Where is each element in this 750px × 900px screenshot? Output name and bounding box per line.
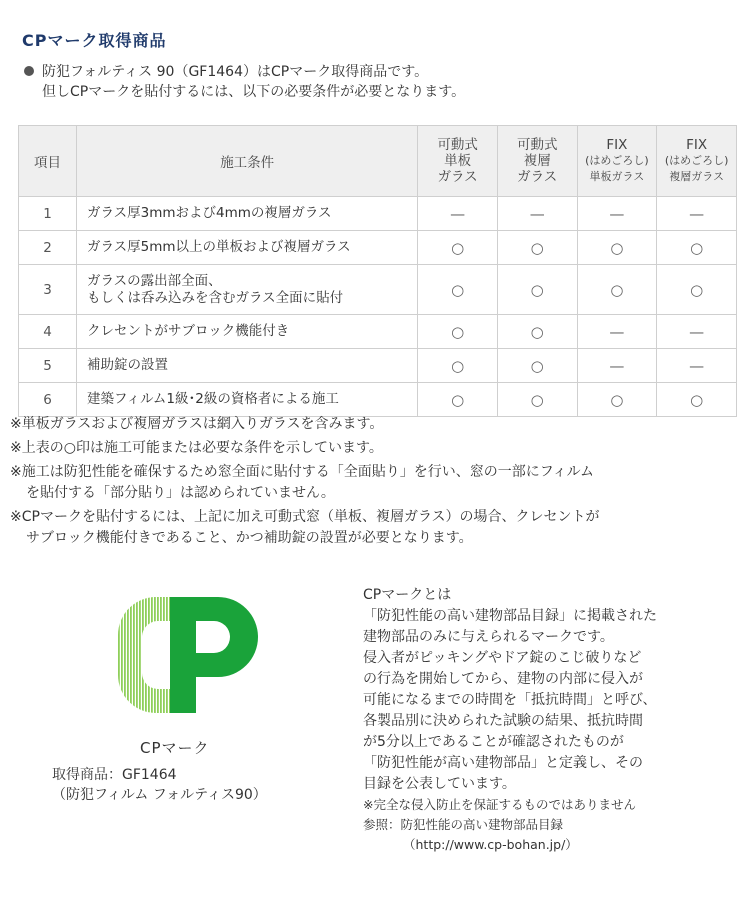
row-mark: ○: [577, 265, 657, 315]
row-mark: ○: [497, 231, 577, 265]
row-condition: ガラス厚3mmおよび4mmの複層ガラス: [77, 197, 418, 231]
table-row: [19, 265, 737, 315]
row-condition: 建築フィルム1級･2級の資格者による施工: [77, 383, 418, 417]
about-line: 目録を公表しています。: [363, 776, 516, 792]
row-mark: ○: [657, 231, 737, 265]
cp-mark-description: [363, 585, 657, 855]
c-stripe: [127, 597, 129, 713]
row-mark: ○: [657, 265, 737, 315]
row-condition: 補助錠の設置: [77, 349, 418, 383]
about-line: 侵入者がピッキングやドア錠のこじ破りなど: [363, 650, 642, 666]
note-1: ※単板ガラスおよび複層ガラスは網入りガラスを含みます。: [10, 416, 384, 432]
c-stripe: [154, 597, 156, 713]
note-4: ※CPマークを貼付するには、上記に加え可動式窓（単板、複層ガラス）の場合、クレセントが サブロック機能付きであること、かつ補助錠の設置が必要となります。: [10, 509, 600, 546]
bullet-icon: [24, 66, 34, 76]
c-stripe: [166, 597, 168, 713]
note-2: ※上表の○印は施工可能または必要な条件を示しています。: [10, 440, 383, 456]
product-name: （防犯フィルム フォルティス90）: [52, 787, 267, 803]
p-letter: [170, 597, 258, 713]
c-stripe: [130, 597, 132, 713]
about-reference: 参照：防犯性能の高い建物部品目録: [363, 817, 564, 832]
row-number: 1: [19, 197, 77, 231]
c-stripe: [136, 597, 138, 713]
c-stripe: [133, 597, 135, 713]
header-movable-double: 可動式 複層 ガラス: [497, 126, 577, 197]
c-stripe: [118, 597, 120, 713]
row-mark: ○: [497, 265, 577, 315]
row-mark: ○: [577, 383, 657, 417]
row-condition: ガラスの露出部全面、 もしくは呑み込みを含むガラス全面に貼付: [77, 265, 418, 315]
c-stripe: [142, 597, 144, 713]
table-header-row: [19, 126, 737, 197]
intro-line-2: 但しCPマークを貼付するには、以下の必要条件が必要となります。: [42, 84, 466, 100]
header-condition: 施工条件: [77, 126, 418, 197]
about-line: 「防犯性能が高い建物部品」と定義し、その: [363, 755, 643, 771]
row-number: 4: [19, 315, 77, 349]
row-mark: —: [577, 315, 657, 349]
row-number: 6: [19, 383, 77, 417]
table-row: [19, 197, 737, 231]
row-mark: —: [418, 197, 498, 231]
row-mark: —: [577, 197, 657, 231]
row-mark: —: [657, 349, 737, 383]
about-line: の行為を開始してから、建物の内部に侵入が: [363, 671, 643, 687]
about-heading: CPマークとは: [363, 587, 452, 603]
row-mark: ○: [418, 315, 498, 349]
logo-caption: CPマーク: [140, 739, 210, 757]
about-disclaimer: ※完全な侵入防止を保証するものではありません: [363, 797, 636, 812]
notes: [10, 414, 600, 552]
row-number: 3: [19, 265, 77, 315]
row-mark: —: [577, 349, 657, 383]
c-stripe: [163, 597, 165, 713]
table-row: [19, 315, 737, 349]
row-number: 5: [19, 349, 77, 383]
table-row: [19, 349, 737, 383]
cp-mark-logo: [118, 597, 258, 713]
c-stripe: [145, 597, 147, 713]
row-mark: —: [657, 197, 737, 231]
intro-text: [24, 62, 465, 102]
row-mark: ○: [497, 349, 577, 383]
intro-line-1: 防犯フォルティス 90（GF1464）はCPマーク取得商品です。: [42, 64, 429, 80]
header-item: 項目: [19, 126, 77, 197]
row-mark: ○: [418, 349, 498, 383]
row-number: 2: [19, 231, 77, 265]
row-mark: —: [657, 315, 737, 349]
about-line: 「防犯性能の高い建物部品目録」に掲載された: [363, 608, 657, 624]
c-stripe: [139, 597, 141, 713]
row-mark: ○: [497, 315, 577, 349]
about-line: が5分以上であることが確認されたものが: [363, 734, 624, 750]
about-line: 可能になるまでの時間を「抵抗時間」と呼び、: [363, 692, 657, 708]
about-line: 各製品別に決められた試験の結果、抵抗時間: [363, 713, 643, 729]
c-stripe: [121, 597, 123, 713]
header-fix-double: FIX (はめごろし) 複層ガラス: [657, 126, 737, 197]
about-url: （http://www.cp-bohan.jp/）: [403, 837, 578, 852]
row-mark: ○: [418, 231, 498, 265]
row-mark: ○: [577, 231, 657, 265]
row-mark: —: [497, 197, 577, 231]
row-condition: ガラス厚5mm以上の単板および複層ガラス: [77, 231, 418, 265]
page-title: CPマーク取得商品: [22, 31, 167, 50]
header-fix-single: FIX (はめごろし) 単板ガラス: [577, 126, 657, 197]
table-row: [19, 231, 737, 265]
table-row: [19, 383, 737, 417]
row-mark: ○: [418, 383, 498, 417]
c-stripe: [124, 597, 126, 713]
note-3: ※施工は防犯性能を確保するため窓全面に貼付する「全面貼り」を行い、窓の一部にフィルム を貼付する「部分貼り」は認められていません。: [10, 464, 595, 501]
about-line: 建物部品のみに与えられるマークです。: [363, 629, 614, 645]
row-mark: ○: [657, 383, 737, 417]
c-stripe: [151, 597, 153, 713]
row-mark: ○: [418, 265, 498, 315]
row-mark: ○: [497, 383, 577, 417]
c-stripe: [148, 597, 150, 713]
product-info: [52, 765, 267, 805]
c-stripe: [157, 597, 159, 713]
c-stripe: [160, 597, 162, 713]
conditions-table: [18, 125, 737, 417]
row-condition: クレセントがサブロック機能付き: [77, 315, 418, 349]
header-movable-single: 可動式 単板 ガラス: [418, 126, 498, 197]
product-code: 取得商品：GF1464: [52, 767, 177, 783]
